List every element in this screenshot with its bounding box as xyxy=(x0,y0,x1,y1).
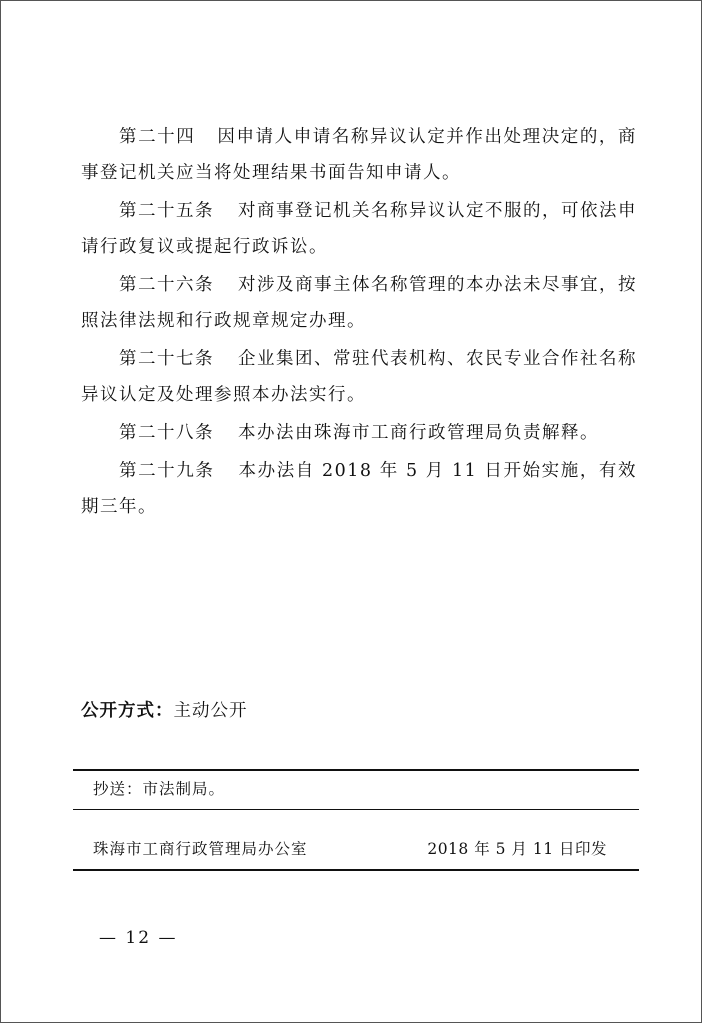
article-text: 企业集团、常驻代表机构、农民专业合作社名称异议认定及处理参照本办法实行。 xyxy=(81,349,637,405)
article-text: 本办法由珠海市工商行政管理局负责解释。 xyxy=(238,423,599,443)
article-text: 因申请人申请名称异议认定并作出处理决定的，商事登记机关应当将处理结果书面告知申请人。 xyxy=(81,127,638,183)
article-28 xyxy=(81,415,637,451)
issue-date: 2018 年 5 月 11 日印发 xyxy=(427,840,607,858)
article-number: 第二十六条 xyxy=(119,275,214,295)
article-number: 第二十七条 xyxy=(119,349,214,369)
article-number: 第二十四 xyxy=(119,127,196,147)
article-list xyxy=(81,119,637,527)
disclosure-value: 主动公开 xyxy=(173,701,248,721)
footer-middle-rule xyxy=(73,809,639,810)
disclosure-label: 公开方式： xyxy=(81,701,174,721)
disclosure-method xyxy=(81,697,248,722)
article-number: 第二十九条 xyxy=(119,461,215,481)
footer-bottom-rule xyxy=(73,869,639,871)
page-number: — 12 — xyxy=(99,928,178,948)
article-27 xyxy=(81,341,637,413)
article-24 xyxy=(81,119,637,191)
article-text: 对商事登记机关名称异议认定不服的，可依法申请行政复议或提起行政诉讼。 xyxy=(81,201,637,257)
article-number: 第二十五条 xyxy=(119,201,214,221)
article-text: 本办法自 2018 年 5 月 11 日开始实施，有效期三年。 xyxy=(81,461,637,517)
article-25 xyxy=(81,193,637,265)
article-26 xyxy=(81,267,637,339)
article-number: 第二十八条 xyxy=(119,423,214,443)
article-29 xyxy=(81,453,637,525)
footer-top-rule xyxy=(73,769,639,771)
article-text: 对涉及商事主体名称管理的本办法未尽事宜，按照法律法规和行政规章规定办理。 xyxy=(81,275,637,331)
cc-label: 抄送： xyxy=(93,780,143,798)
cc-line xyxy=(93,777,225,799)
cc-value: 市法制局。 xyxy=(142,780,226,798)
issuing-office: 珠海市工商行政管理局办公室 xyxy=(93,840,308,858)
